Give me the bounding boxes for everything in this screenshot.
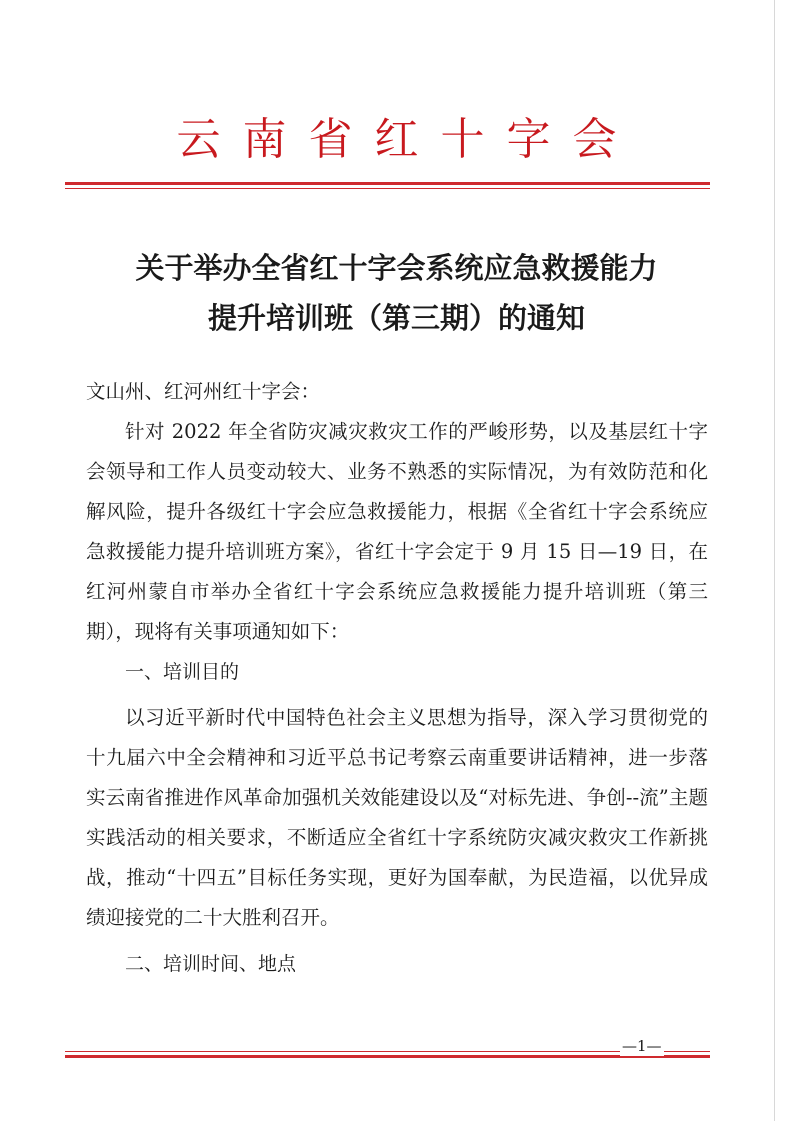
- organization-header: 云南省红十字会: [176, 114, 639, 165]
- footer-rule-thin: [65, 1051, 710, 1052]
- scan-edge-line: [774, 0, 775, 1121]
- section1-heading: 一、培训目的: [125, 661, 240, 683]
- title-line-1: 关于举办全省红十字会系统应急救援能力: [135, 251, 658, 285]
- intro-paragraph: 针对 2022 年全省防灾减灾救灾工作的严峻形势，以及基层红十字会领导和工作人员变动较大、业务不熟悉的实际情况，为有效防范和化解风险，提升各级红十字会应急救援能力，根据《全省红十字会系统应急救援能力提升培训班方案》，省红十字会定于 9 月 15 日—19 日，在红河州蒙自市举办全省红十字会系统应急救援能力提升培训班（第三期），现将有关事项通知如下：: [86, 420, 708, 643]
- salutation: 文山州、红河州红十字会：: [86, 380, 321, 403]
- footer-rule-thick: [65, 1055, 710, 1058]
- header-rule-thin: [65, 188, 710, 189]
- header-rule-thick: [65, 182, 710, 185]
- section1-paragraph: 以习近平新时代中国特色社会主义思想为指导，深入学习贯彻党的十九届六中全会精神和习近平总书记考察云南重要讲话精神，进一步落实云南省推进作风革命加强机关效能建设以及“对标先进、争创--流”主题实践活动的相关要求，不断适应全省红十字系统防灾减灾救灾工作新挑战，推动“十四五”目标任务实现，更好为国奉献，为民造福，以优异成绩迎接党的二十大胜利召开。: [86, 706, 708, 929]
- section2-heading: 二、培训时间、地点: [125, 953, 297, 975]
- document-title: [0, 243, 793, 343]
- page-number: —1—: [622, 1037, 662, 1055]
- title-line-2: 提升培训班（第三期）的通知: [207, 301, 585, 335]
- document-body: [86, 372, 708, 984]
